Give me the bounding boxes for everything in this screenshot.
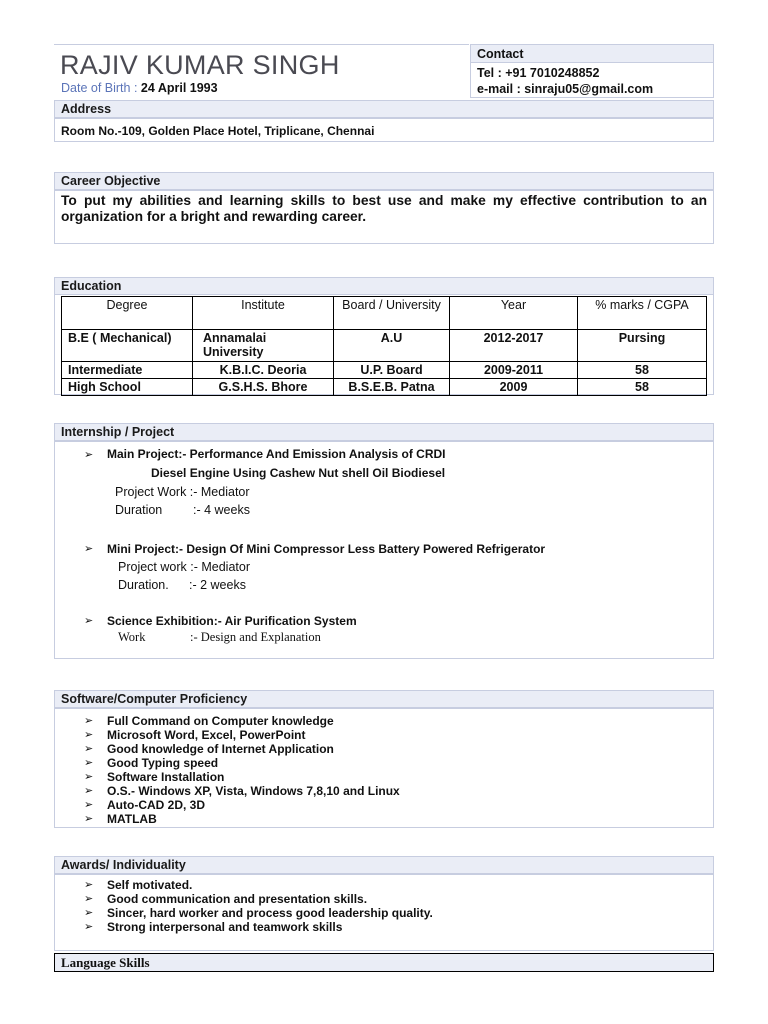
bullet-arrow-icon: ➢ <box>84 893 94 905</box>
contact-email: e-mail : sinraju05@gmail.com <box>477 82 654 96</box>
bullet-arrow-icon: ➢ <box>84 743 94 755</box>
cell-year: 2012-2017 <box>450 330 578 362</box>
education-bar <box>54 277 714 295</box>
objective-line-1: To put my abilities and learning skills to best use and make my effective contribution to an <box>61 193 707 208</box>
list-item: MATLAB <box>107 812 157 826</box>
internship-bar <box>54 423 714 441</box>
cell-degree: B.E ( Mechanical) <box>62 330 193 362</box>
date-of-birth <box>61 81 218 95</box>
objective-bar <box>54 172 714 190</box>
bullet-arrow-icon: ➢ <box>84 799 94 811</box>
science-work-label: Work <box>118 630 146 644</box>
list-item: Good communication and presentation skills. <box>107 892 368 906</box>
table-row <box>62 330 707 362</box>
bullet-arrow-icon: ➢ <box>84 785 94 797</box>
cell-degree: High School <box>62 379 193 396</box>
mini-project-work: Project work :- Mediator <box>118 560 250 574</box>
software-bar <box>54 690 714 708</box>
list-item: Sincer, hard worker and process good leadership quality. <box>107 906 433 920</box>
education-header-row <box>62 297 707 330</box>
address-title: Address <box>61 102 112 116</box>
internship-title: Internship / Project <box>61 425 175 439</box>
mini-project-duration-value: :- 2 weeks <box>189 578 246 592</box>
awards-bar <box>54 856 714 874</box>
main-project-duration-value: :- 4 weeks <box>193 503 250 517</box>
dob-value: 24 April 1993 <box>140 81 218 95</box>
list-item: Auto-CAD 2D, 3D <box>107 798 205 812</box>
education-table <box>61 296 707 396</box>
science-work-value: :- Design and Explanation <box>190 630 321 644</box>
cell-institute: Annamalai University <box>193 330 334 362</box>
col-marks: % marks / CGPA <box>578 297 707 330</box>
bullet-arrow-icon: ➢ <box>84 715 94 727</box>
cell-year: 2009-2011 <box>450 362 578 379</box>
main-project-work: Project Work :- Mediator <box>115 485 250 499</box>
list-item: Full Command on Computer knowledge <box>107 714 334 728</box>
cell-year: 2009 <box>450 379 578 396</box>
bullet-arrow-icon: ➢ <box>84 729 94 741</box>
col-board: Board / University <box>334 297 450 330</box>
cell-institute: K.B.I.C. Deoria <box>193 362 334 379</box>
address-value: Room No.-109, Golden Place Hotel, Triplicane, Chennai <box>61 124 375 138</box>
objective-title: Career Objective <box>61 174 161 188</box>
cell-marks: 58 <box>578 379 707 396</box>
contact-title: Contact <box>477 47 524 61</box>
main-project-line-1: Main Project:- Performance And Emission Analysis of CRDI <box>107 447 446 461</box>
table-row <box>62 362 707 379</box>
mini-project-duration-label: Duration. <box>118 578 169 592</box>
list-item: Strong interpersonal and teamwork skills <box>107 920 343 934</box>
list-item: Self motivated. <box>107 878 193 892</box>
cell-board: A.U <box>334 330 450 362</box>
cell-marks: 58 <box>578 362 707 379</box>
main-project-line-2: Diesel Engine Using Cashew Nut shell Oil Biodiesel <box>151 466 446 480</box>
col-institute: Institute <box>193 297 334 330</box>
language-bar <box>54 953 714 972</box>
list-item: Software Installation <box>107 770 225 784</box>
awards-title: Awards/ Individuality <box>61 858 186 872</box>
header-top-rule <box>54 44 469 45</box>
contact-tel: Tel : +91 7010248852 <box>477 66 600 80</box>
bullet-arrow-icon: ➢ <box>84 757 94 769</box>
col-year: Year <box>450 297 578 330</box>
candidate-name: RAJIV KUMAR SINGH <box>60 50 340 80</box>
address-bar <box>54 100 714 118</box>
language-title: Language Skills <box>61 955 150 970</box>
bullet-arrow-icon: ➢ <box>84 907 94 919</box>
col-degree: Degree <box>62 297 193 330</box>
bullet-arrow-icon: ➢ <box>84 543 94 555</box>
bullet-arrow-icon: ➢ <box>84 771 94 783</box>
objective-line-2: organization for a bright and rewarding career. <box>61 209 367 224</box>
main-project-duration-label: Duration <box>115 503 163 517</box>
mini-project-line: Mini Project:- Design Of Mini Compressor Less Battery Powered Refrigerator <box>107 542 546 556</box>
list-item: Good Typing speed <box>107 756 219 770</box>
education-title: Education <box>61 279 122 293</box>
software-title: Software/Computer Proficiency <box>61 692 248 706</box>
cell-degree: Intermediate <box>62 362 193 379</box>
cell-marks: Pursing <box>578 330 707 362</box>
bullet-arrow-icon: ➢ <box>84 813 94 825</box>
bullet-arrow-icon: ➢ <box>84 449 94 461</box>
bullet-arrow-icon: ➢ <box>84 615 94 627</box>
cell-board: U.P. Board <box>334 362 450 379</box>
list-item: O.S.- Windows XP, Vista, Windows 7,8,10 and Linux <box>107 784 400 798</box>
table-row <box>62 379 707 396</box>
list-item: Good knowledge of Internet Application <box>107 742 334 756</box>
cell-board: B.S.E.B. Patna <box>334 379 450 396</box>
dob-label: Date of Birth : <box>61 81 141 95</box>
cell-institute: G.S.H.S. Bhore <box>193 379 334 396</box>
science-exhibition-line: Science Exhibition:- Air Purification System <box>107 614 357 628</box>
list-item: Microsoft Word, Excel, PowerPoint <box>107 728 306 742</box>
bullet-arrow-icon: ➢ <box>84 879 94 891</box>
bullet-arrow-icon: ➢ <box>84 921 94 933</box>
